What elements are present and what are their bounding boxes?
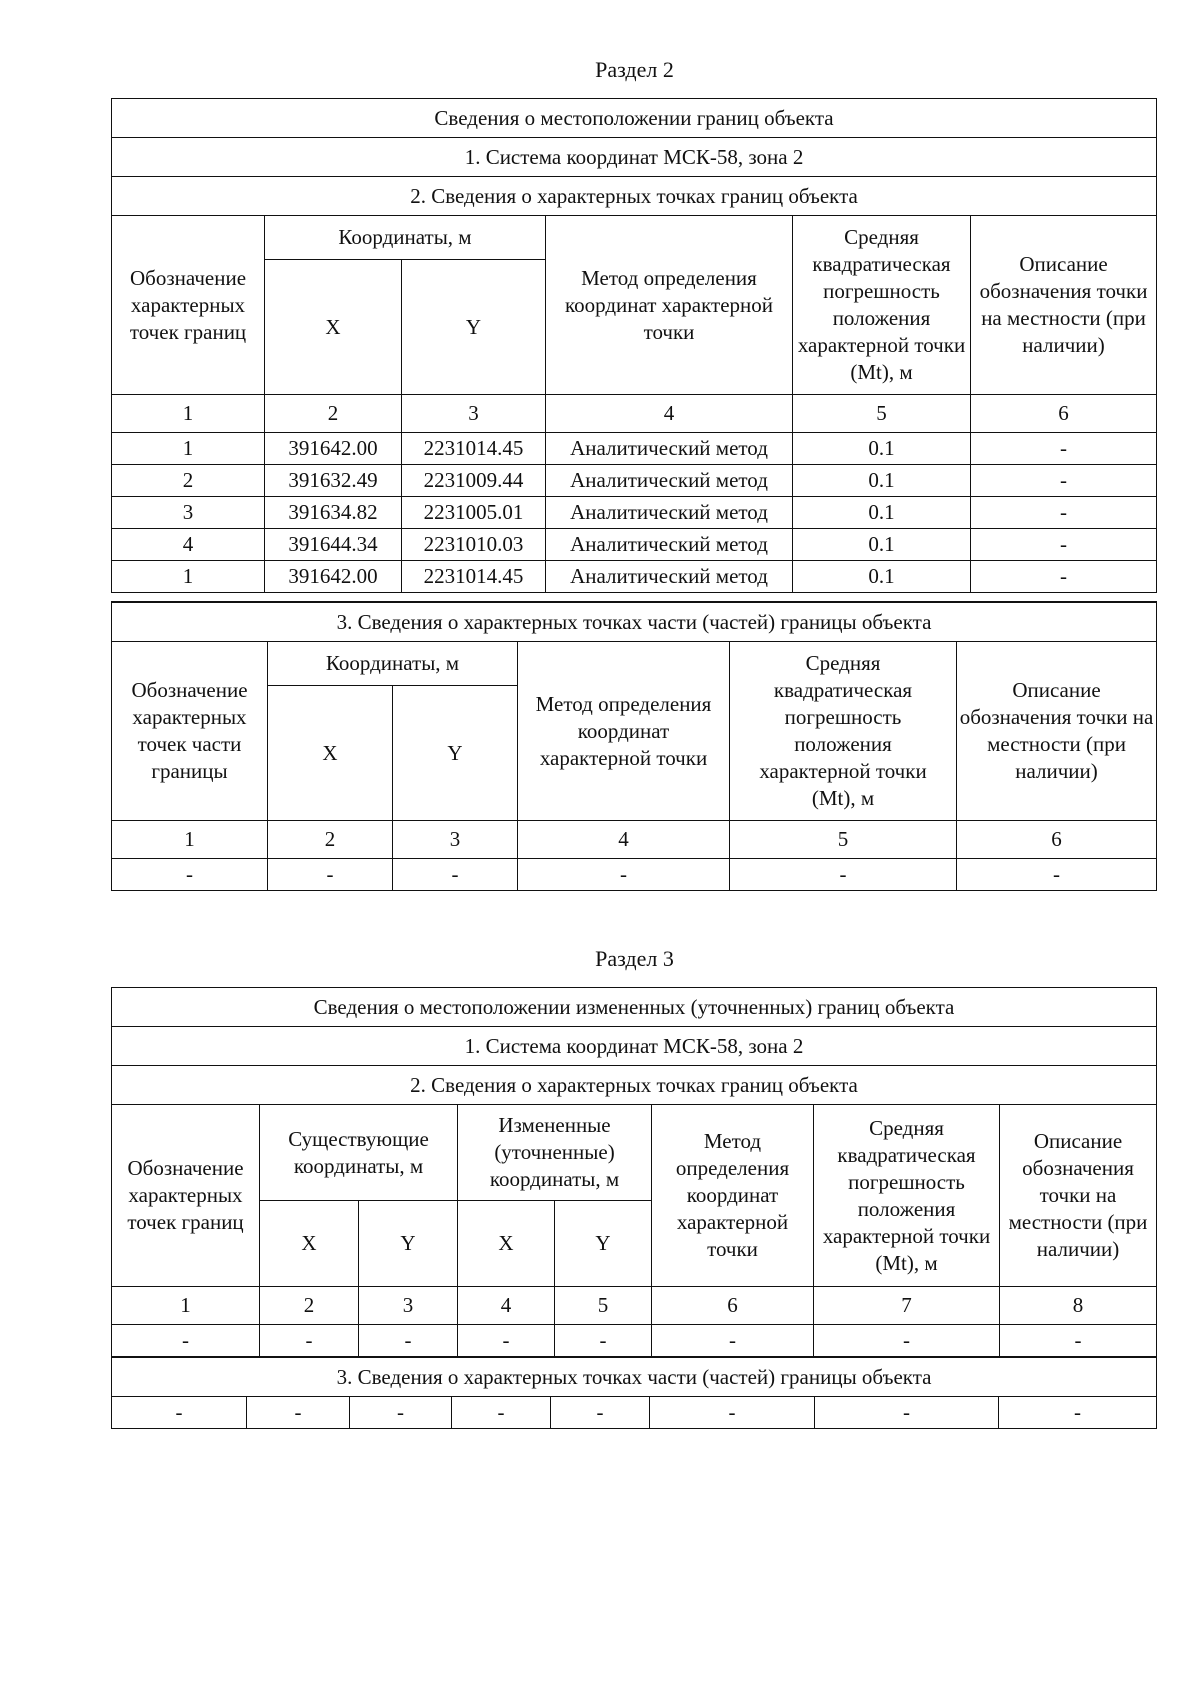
column-number: 6	[652, 1287, 814, 1325]
section-3-points-table	[111, 987, 1157, 1357]
y-coordinate: 2231014.45	[402, 561, 546, 593]
table-cell: -	[1000, 1325, 1157, 1357]
table-cell: -	[815, 1397, 999, 1429]
section-3-heading: Сведения о местоположении измененных (уточненных) границ объекта	[112, 988, 1157, 1027]
y-coordinate: 2231009.44	[402, 465, 546, 497]
table-row	[112, 859, 1157, 891]
column-number: 3	[359, 1287, 458, 1325]
method: Аналитический метод	[546, 561, 793, 593]
column-number: 2	[268, 821, 393, 859]
header-error: Средняя квадратическая погрешность положения характерной точки (Mt), м	[793, 216, 971, 395]
header-error: Средняя квадратическая погрешность положения характерной точки (Mt), м	[730, 642, 957, 821]
mean-error: 0.1	[793, 561, 971, 593]
description: -	[971, 433, 1157, 465]
header-designation: Обозначение характерных точек границ	[112, 216, 265, 395]
parts-heading: 3. Сведения о характерных точках части (частей) границы объекта	[112, 602, 1157, 642]
table-row	[112, 529, 1157, 561]
header-method: Метод определения координат характерной точки	[546, 216, 793, 395]
mean-error: -	[730, 859, 957, 891]
table-cell: -	[650, 1397, 815, 1429]
header-error: Средняя квадратическая погрешность положения характерной точки (Mt), м	[814, 1105, 1000, 1287]
header-x: X	[265, 260, 402, 395]
table-row	[112, 1397, 1157, 1429]
column-number: 2	[260, 1287, 359, 1325]
column-number: 1	[112, 395, 265, 433]
column-number: 8	[1000, 1287, 1157, 1325]
method: Аналитический метод	[546, 497, 793, 529]
points-heading: 2. Сведения о характерных точках границ объекта	[112, 1066, 1157, 1105]
table-cell: -	[999, 1397, 1157, 1429]
mean-error: 0.1	[793, 465, 971, 497]
header-changed-coordinates: Измененные (уточненные) координаты, м	[458, 1105, 652, 1201]
table-cell: -	[112, 1325, 260, 1357]
table-row	[112, 465, 1157, 497]
point-number: 1	[112, 561, 265, 593]
table-cell: -	[112, 1397, 247, 1429]
x-coordinate: 391642.00	[265, 561, 402, 593]
x-coordinate: 391642.00	[265, 433, 402, 465]
column-number: 1	[112, 1287, 260, 1325]
column-number: 2	[265, 395, 402, 433]
table-cell: -	[359, 1325, 458, 1357]
table-cell: -	[247, 1397, 350, 1429]
coordinate-system: 1. Система координат МСК-58, зона 2	[112, 1027, 1157, 1066]
header-description: Описание обозначения точки на местности (при наличии)	[1000, 1105, 1157, 1287]
table-row	[112, 561, 1157, 593]
table-cell: -	[551, 1397, 650, 1429]
column-number: 6	[957, 821, 1157, 859]
mean-error: 0.1	[793, 433, 971, 465]
header-designation: Обозначение характерных точек части границы	[112, 642, 268, 821]
column-number: 3	[402, 395, 546, 433]
description: -	[957, 859, 1157, 891]
column-number: 4	[546, 395, 793, 433]
table-cell: -	[555, 1325, 652, 1357]
point-number: 4	[112, 529, 265, 561]
table-row	[112, 1325, 1157, 1357]
header-x: X	[268, 686, 393, 821]
table-row	[112, 497, 1157, 529]
section-3-title: Раздел 3	[595, 946, 674, 971]
method: Аналитический метод	[546, 529, 793, 561]
y-coordinate: -	[393, 859, 518, 891]
column-number: 4	[458, 1287, 555, 1325]
description: -	[971, 497, 1157, 529]
x-coordinate: 391632.49	[265, 465, 402, 497]
points-heading: 2. Сведения о характерных точках границ объекта	[112, 177, 1157, 216]
x-coordinate: 391634.82	[265, 497, 402, 529]
header-changed-y: Y	[555, 1201, 652, 1287]
header-y: Y	[393, 686, 518, 821]
section-3-parts-table	[111, 1356, 1157, 1429]
column-number: 5	[730, 821, 957, 859]
x-coordinate: 391644.34	[265, 529, 402, 561]
column-number: 3	[393, 821, 518, 859]
header-method: Метод определения координат характерной точки	[652, 1105, 814, 1287]
section-2-parts-table	[111, 601, 1157, 891]
point-number: 1	[112, 433, 265, 465]
description: -	[971, 529, 1157, 561]
header-existing-x: X	[260, 1201, 359, 1287]
column-number: 7	[814, 1287, 1000, 1325]
column-number: 4	[518, 821, 730, 859]
header-coordinates: Координаты, м	[268, 642, 518, 686]
method: Аналитический метод	[546, 433, 793, 465]
header-changed-x: X	[458, 1201, 555, 1287]
table-cell: -	[350, 1397, 452, 1429]
method: Аналитический метод	[546, 465, 793, 497]
mean-error: 0.1	[793, 529, 971, 561]
section-2-heading: Сведения о местоположении границ объекта	[112, 99, 1157, 138]
table-cell: -	[458, 1325, 555, 1357]
section-2-title: Раздел 2	[595, 57, 674, 82]
table-cell: -	[652, 1325, 814, 1357]
column-number: 1	[112, 821, 268, 859]
header-method: Метод определения координат характерной точки	[518, 642, 730, 821]
header-existing-y: Y	[359, 1201, 458, 1287]
header-designation: Обозначение характерных точек границ	[112, 1105, 260, 1287]
table-cell: -	[260, 1325, 359, 1357]
description: -	[971, 465, 1157, 497]
description: -	[971, 561, 1157, 593]
coordinate-system: 1. Система координат МСК-58, зона 2	[112, 138, 1157, 177]
column-number: 5	[793, 395, 971, 433]
y-coordinate: 2231005.01	[402, 497, 546, 529]
y-coordinate: 2231014.45	[402, 433, 546, 465]
header-existing-coordinates: Существующие координаты, м	[260, 1105, 458, 1201]
table-cell: -	[452, 1397, 551, 1429]
table-cell: -	[814, 1325, 1000, 1357]
mean-error: 0.1	[793, 497, 971, 529]
header-description: Описание обозначения точки на местности (при наличии)	[971, 216, 1157, 395]
method: -	[518, 859, 730, 891]
point-number: 2	[112, 465, 265, 497]
y-coordinate: 2231010.03	[402, 529, 546, 561]
column-number: 5	[555, 1287, 652, 1325]
header-coordinates: Координаты, м	[265, 216, 546, 260]
point-number: 3	[112, 497, 265, 529]
header-y: Y	[402, 260, 546, 395]
table-row	[112, 433, 1157, 465]
point-number: -	[112, 859, 268, 891]
x-coordinate: -	[268, 859, 393, 891]
column-number: 6	[971, 395, 1157, 433]
parts-heading: 3. Сведения о характерных точках части (частей) границы объекта	[112, 1357, 1157, 1397]
header-description: Описание обозначения точки на местности (при наличии)	[957, 642, 1157, 821]
section-2-points-table	[111, 98, 1157, 593]
